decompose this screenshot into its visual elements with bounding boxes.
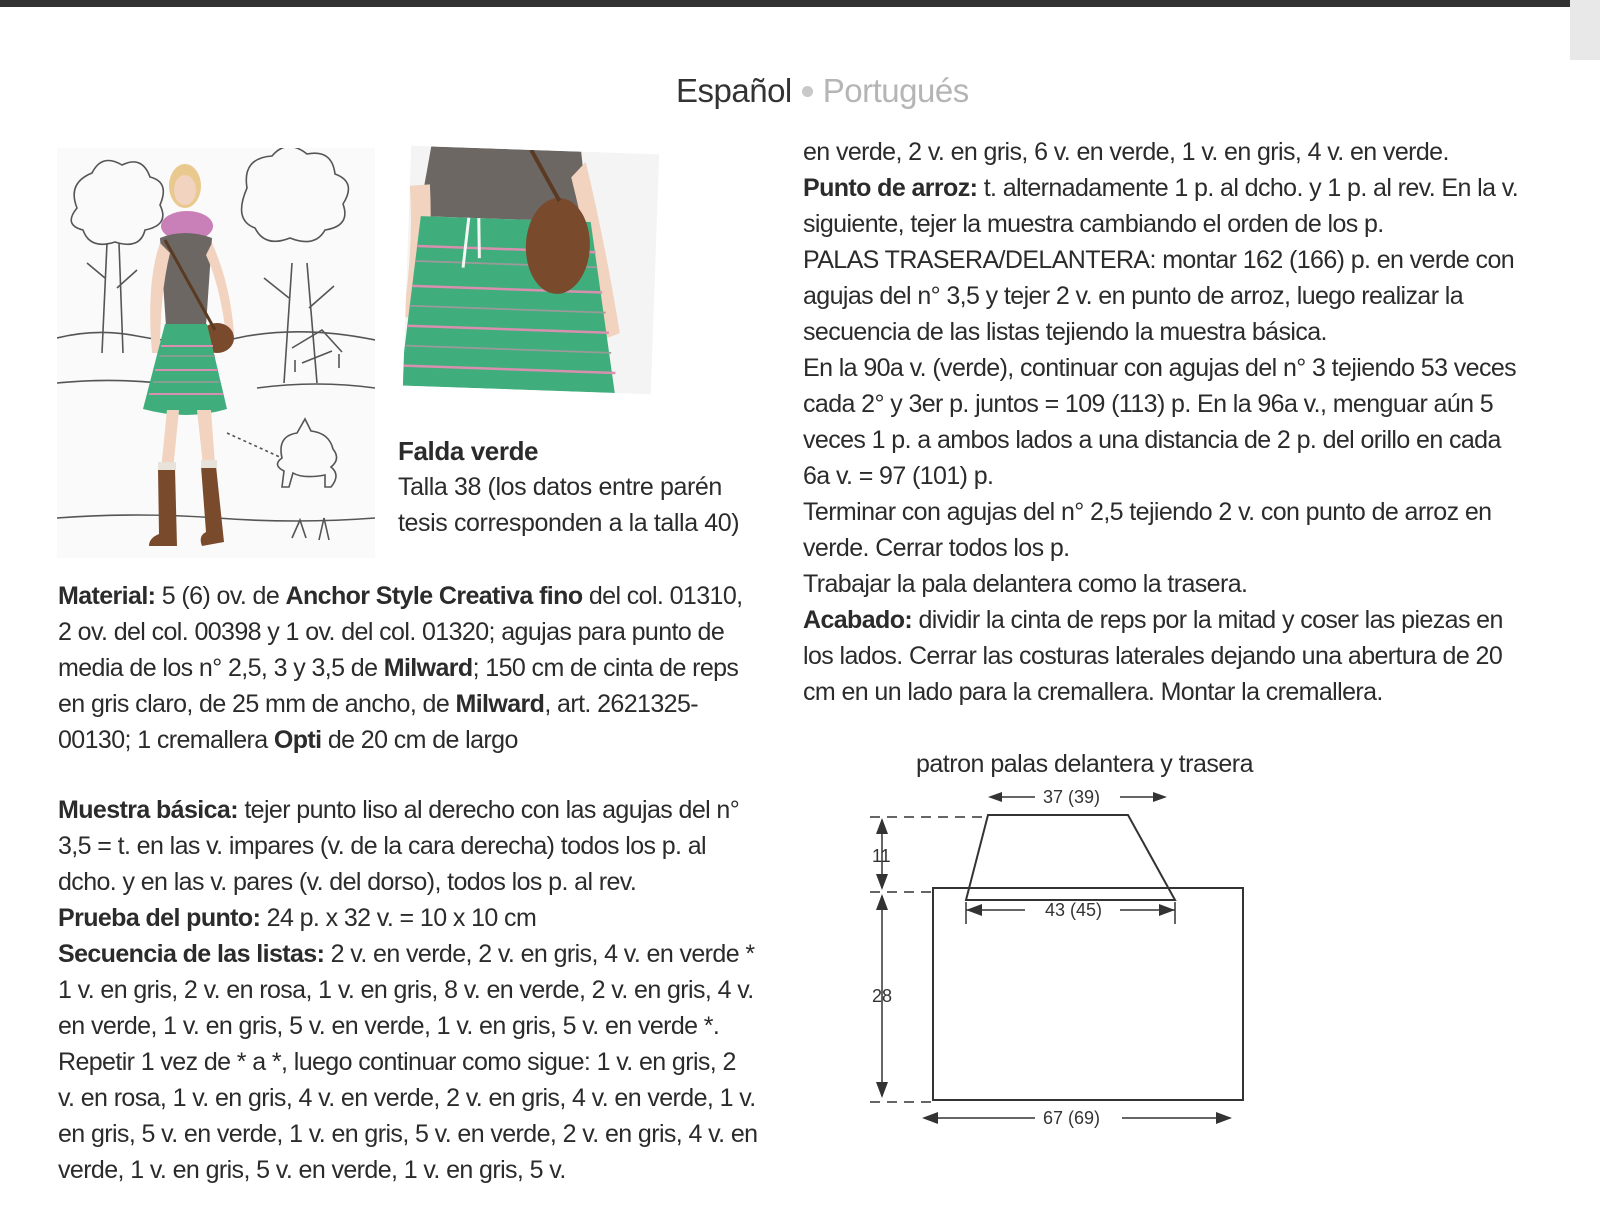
instructions-left [58,792,758,1188]
muestra-label: Muestra básica: [58,796,238,824]
muestra-text: tejer punto liso al derecho con las agujas del n° 3,5 = t. en las v. impares (v. de la cara derecha) todos los p. al dcho. y en las v. pares (v. del dorso), todos los p. al rev. [58,796,740,896]
top-edge [0,0,1600,7]
secuencia-label: Secuencia de las listas: [58,940,325,968]
lower-height-label: 28 [872,986,893,1006]
material-text-1: 5 (6) ov. de [155,582,286,610]
scan-edge [1570,0,1600,60]
waist-width-label: 43 (45) [1045,900,1103,920]
separator-dot-icon [802,86,813,97]
secuencia-continued: en verde, 2 v. en gris, 6 v. en verde, 1 v. en gris, 4 v. en verde. [803,138,1449,166]
material-brand-2: Milward [383,654,473,682]
palas-paragraph-2: En la 90a v. (verde), continuar con agujas del n° 3 tejiendo 53 veces cada 2° y 3er p. juntos = 109 (113) p. En la 96a v., menguar aún 5 veces 1 p. a ambos lados a una distancia de 2 p. del orillo en cada 6a v. = 97 (101) p. [803,354,1517,490]
pattern-diagram [870,790,1270,1140]
material-brand-1: Anchor Style Creativa fino [285,582,583,610]
size-line-1: Talla 38 (los datos entre parén [398,473,722,501]
model-photo [57,148,375,558]
bottom-width-label: 67 (69) [1043,1108,1101,1128]
language-inactive: Portugués [822,72,969,109]
material-text-4: , art. 2621325-00130; 1 cremallera [58,690,698,754]
acabado-label: Acabado: [803,606,913,634]
palas-paragraph-4: Trabajar la pala delantera como la trasera. [803,570,1248,598]
pattern-intro [398,433,758,541]
prueba-text: 24 p. x 32 v. = 10 x 10 cm [260,904,537,932]
secuencia-text: 2 v. en verde, 2 v. en gris, 4 v. en verde * 1 v. en gris, 2 v. en rosa, 1 v. en gris, 8 v. en verde, 2 v. en gris, 4 v. en verde, 1 v. en gris, 5 v. en verde, 1 v. en gris, 5 v. en verde *. Repetir 1 vez de * a *, luego continuar como sigue: 1 v. en gris, 2 v. en rosa, 1 v. en gris, 4 v. en verde, 2 v. en gris, 4 v. en verde, 1 v. en gris, 5 v. en verde, 1 v. en gris, 5 v. en verde, 2 v. en gris, 4 v. en verde, 1 v. en gris, 5 v. en verde, 1 v. en gris, 5 v. [58,940,758,1184]
arroz-paragraph [803,170,1523,242]
language-header [676,72,969,110]
material-text-2: del col. 01310, 2 ov. del col. 00398 y 1 ov. del col. 01320; agujas para punto de media de los n° 2,5, 3 y 3,5 de [58,582,743,682]
material-text-3: ; 150 cm de cinta de reps en gris claro, de 25 mm de ancho, de [58,654,739,718]
palas-paragraph-3: Terminar con agujas del n° 2,5 tejiendo 2 v. con punto de arroz en verde. Cerrar todos los p. [803,498,1492,562]
arroz-label: Punto de arroz: [803,174,978,202]
language-active: Español [676,72,792,109]
upper-height-label: 11 [872,846,891,866]
instructions-right [803,134,1523,710]
material-text-5: de 20 cm de largo [321,726,518,754]
material-label: Material: [58,582,156,610]
material-brand-3: Milward [455,690,545,718]
top-width-label: 37 (39) [1043,790,1101,807]
acabado-text: dividir la cinta de reps por la mitad y coser las piezas en los lados. Cerrar las costuras laterales dejando una abertura de 20 cm en un lado para la cremallera. Montar la cremallera. [803,606,1503,706]
material-brand-4: Opti [273,726,322,754]
secuencia-paragraph [58,936,758,1188]
acabado-paragraph [803,602,1523,710]
muestra-paragraph [58,792,758,900]
size-line-2: tesis corresponden a la talla 40) [398,509,740,537]
pattern-title: Falda verde [398,436,539,466]
prueba-paragraph [58,900,758,936]
diagram-title: patron palas delantera y trasera [916,750,1253,778]
skirt-closeup-photo [403,146,659,395]
arroz-text: t. alternadamente 1 p. al dcho. y 1 p. al rev. En la v. siguiente, tejer la muestra cambiando el orden de los p. [803,174,1519,238]
palas-paragraph-1: PALAS TRASERA/DELANTERA: montar 162 (166) p. en verde con agujas del n° 3,5 y tejer 2 v. en punto de arroz, luego realizar la secuencia de las listas tejiendo la muestra básica. [803,246,1515,346]
prueba-label: Prueba del punto: [58,904,261,932]
material-paragraph [58,578,758,758]
